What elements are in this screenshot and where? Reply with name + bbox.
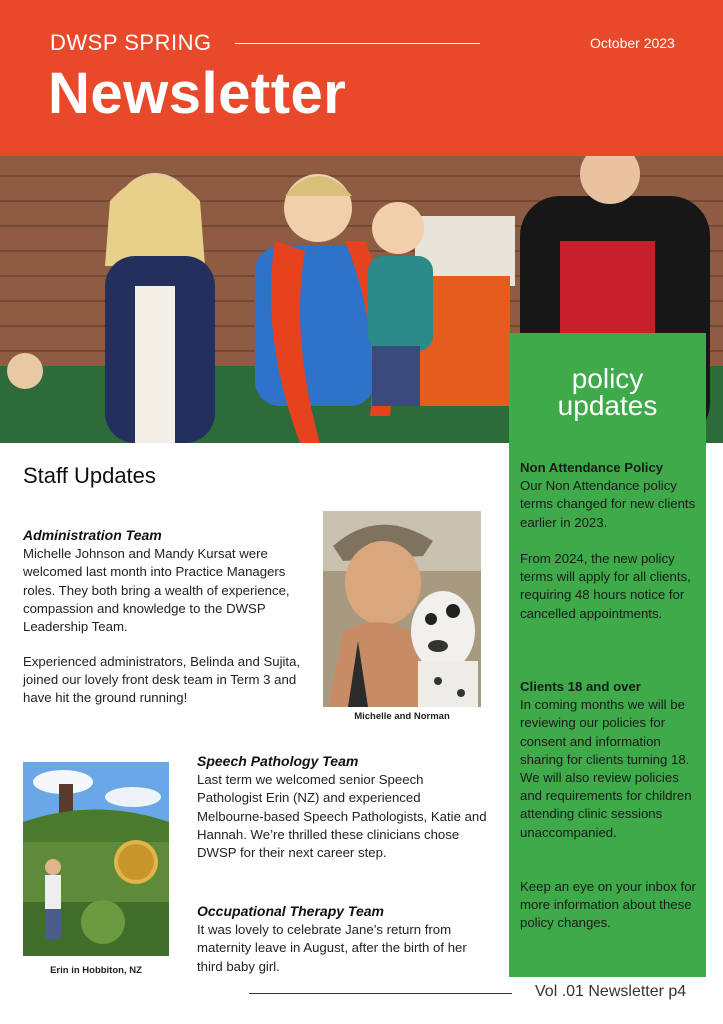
clients18-p1: In coming months we will be reviewing our policies for consent and information sharing for clients turning 18. We will also review policies and requirements for children attending clinic sessions unaccompanied.: [520, 697, 692, 840]
policy-panel-title: [509, 365, 706, 419]
admin-team-p1: Michelle Johnson and Mandy Kursat were welcomed last month into Practice Managers roles. They both bring a wealth of experience, compassion and knowledge to the DWSP Leadership Team.: [23, 546, 290, 635]
newsletter-title: Newsletter: [48, 61, 347, 126]
non-attendance-p2: From 2024, the new policy terms will apply for all clients, requiring 48 hours notice for cancelled appointments.: [520, 551, 691, 621]
ot-team-p: It was lovely to celebrate Jane’s return from maternity leave in August, after the birth of her third baby girl.: [197, 922, 467, 974]
ot-team-heading: Occupational Therapy Team: [197, 903, 384, 919]
speech-team-p: Last term we welcomed senior Speech Pathologist Erin (NZ) and experienced Melbourne-based Speech Pathologists, Katie and Hannah. We’re thrilled these clinicians chose DWSP for their next career step.: [197, 772, 487, 861]
admin-team-heading: Administration Team: [23, 527, 162, 543]
ot-team-block: [197, 902, 492, 976]
michelle-caption: Michelle and Norman: [354, 711, 450, 722]
policy-title-line2: updates: [557, 390, 658, 421]
non-attendance-heading: Non Attendance Policy: [520, 460, 664, 475]
clients18-block: [520, 678, 700, 842]
admin-team-p2: Experienced administrators, Belinda and Sujita, joined our lovely front desk team in Term 3 and have hit the ground running!: [23, 654, 301, 706]
non-attendance-block: [520, 459, 700, 532]
header-date: October 2023: [590, 35, 675, 51]
footer-divider: [249, 993, 512, 994]
admin-team-block: [23, 526, 315, 636]
header-kicker: DWSP SPRING: [50, 30, 212, 55]
policy-title-line1: policy: [571, 363, 644, 394]
erin-photo: [23, 762, 169, 956]
clients18-p2: Keep an eye on your inbox for more information about these policy changes.: [520, 879, 696, 931]
header-divider: [235, 43, 480, 44]
footer-page-label: Vol .01 Newsletter p4: [535, 983, 687, 1000]
policy-updates-panel: [509, 333, 706, 977]
speech-team-block: [197, 752, 487, 862]
michelle-photo: [323, 511, 481, 707]
non-attendance-p1: Our Non Attendance policy terms changed for new clients earlier in 2023.: [520, 478, 696, 530]
speech-team-heading: Speech Pathology Team: [197, 753, 359, 769]
clients18-heading: Clients 18 and over: [520, 679, 641, 694]
staff-updates-title: Staff Updates: [23, 463, 156, 488]
erin-caption: Erin in Hobbiton, NZ: [50, 965, 142, 976]
header-banner: [0, 0, 723, 156]
